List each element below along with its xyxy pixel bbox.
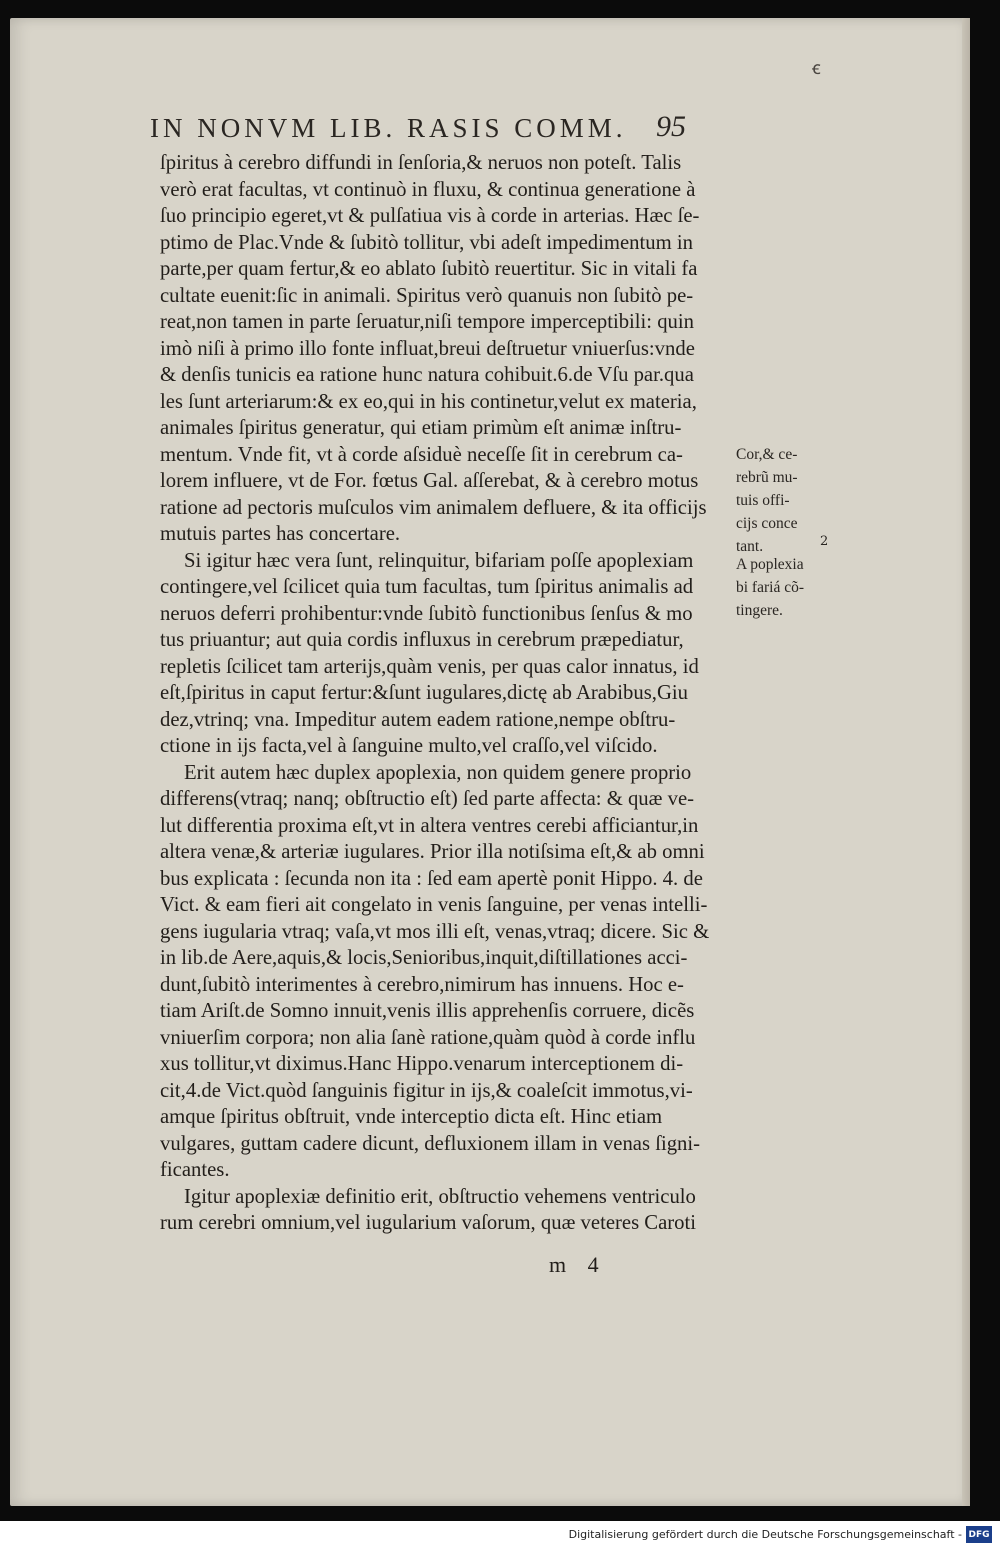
text-line: & denſis tunicis ea ratione hunc natura cohibuit.6.de Vſu par.qua [160, 364, 694, 386]
text-line: bus explicata : ſecunda non ita : ſed eam apertè ponit Hippo. 4. de [160, 867, 703, 890]
text-line: vniuerſim corpora; non alia ſanè ratione,quàm quòd à corde influ [160, 1026, 696, 1049]
margin-note-cor-cerebrum [736, 443, 798, 558]
text-line: amque ſpiritus obſtruit, vnde interceptio dicta eſt. Hinc etiam [160, 1106, 663, 1128]
text-line: tus priuantur; aut quia cordis influxus in cerebrum præpediatur, [160, 629, 684, 651]
text-line: rum cerebri omnium,vel iugularium vaſorum, quæ veteres Caroti [160, 1212, 697, 1234]
text-line: dunt,ſubitò interimentes à cerebro,nimirum has innuens. Hoc e- [160, 973, 684, 996]
margin-note-line: tuis offi- [736, 492, 790, 509]
paragraph-4 [160, 1184, 728, 1237]
main-text [160, 150, 728, 1237]
text-line: gens iugularia vtraq; vaſa,vt mos illi eſt, venas,vtraq; dicere. Sic & [160, 920, 710, 943]
text-line: Erit autem hæc duplex apoplexia, non quidem genere proprio [184, 761, 692, 784]
signature-mark: m 4 [549, 1252, 607, 1277]
text-line: differens(vtraq; nanq; obſtructio eſt) ſed parte affecta: & quæ ve- [160, 788, 695, 810]
text-line: parte,per quam fertur,& eo ablato ſubitò reuertitur. Sic in vitali fa [160, 258, 698, 280]
margin-note-line: bi fariá cõ- [736, 579, 804, 596]
margin-marker: 2 [820, 534, 829, 549]
text-line: animales ſpiritus generatur, qui etiam primùm eſt animæ inſtru- [160, 417, 682, 439]
text-line: mutuis partes has concertare. [160, 523, 401, 545]
text-line: ptimo de Plac.Vnde & ſubitò tollitur, vbi adeſt impedimentum in [160, 231, 693, 254]
text-line: in lib.de Aere,aquis,& locis,Senioribus,inquit,diſtillationes acci- [160, 947, 688, 969]
text-line: imò niſi à primo illo fonte influat,breui deſtruetur vniuerſus:vnde [160, 337, 695, 360]
text-line: xus tollitur,vt diximus.Hanc Hippo.venarum interceptionem di- [160, 1053, 684, 1075]
text-line: tiam Ariſt.de Somno innuit,venis illis apprehenſis corruere, dicẽs [160, 1000, 695, 1022]
text-line: altera venæ,& arteriæ iugulares. Prior illa notiſsima eſt,& ab omni [160, 841, 705, 863]
margin-note-line: cijs conce [736, 515, 798, 532]
margin-note-line: tant. [736, 538, 764, 555]
text-line: verò erat facultas, vt continuò in fluxu, & continua generatione à [160, 178, 696, 201]
text-line: cit,4.de Vict.quòd ſanguinis figitur in ijs,& coaleſcit immotus,vi- [160, 1079, 693, 1102]
text-line: les ſunt arteriarum:& ex eo,qui in his continetur,velut ex materia, [160, 390, 697, 413]
text-line: mentum. Vnde fit, vt à corde aſsiduè neceſſe ſit in cerebrum ca- [160, 443, 683, 466]
folio-number: 95 [656, 110, 686, 143]
text-line: ſuo principio egeret,vt & pulſatiua vis à corde in arterias. Hæc ſe- [160, 205, 700, 227]
text-line: lorem influere, vt de For. fœtus Gal. aſſerebat, & à cerebro motus [160, 470, 699, 492]
text-line: eſt,ſpiritus in caput fertur:&ſunt iugulares,dictę ab Arabibus,Giu [160, 682, 688, 704]
text-line: ſpiritus à cerebro diffundi in ſenſoria,& neruos non poteſt. Talis [160, 152, 682, 174]
running-head: IN NONVM LIB. RASIS COMM. [150, 113, 627, 143]
paragraph-2 [160, 548, 728, 760]
text-line: Vict. & eam fieri ait congelato in venis ſanguine, per venas intelli- [160, 894, 708, 916]
footer-credit: Digitalisierung gefördert durch die Deutsche Forschungsgemeinschaft - [568, 1528, 962, 1541]
text-line: ctione in ijs facta,vel à ſanguine multo,vel craſſo,vel viſcido. [160, 735, 658, 757]
text-line: contingere,vel ſcilicet quia tum facultas, tum ſpiritus animalis ad [160, 576, 694, 598]
text-line: vulgares, guttam cadere dicunt, defluxionem illam in venas ſigni- [160, 1132, 701, 1155]
text-line: lut differentia proxima eſt,vt in altera ventres cerebi afficiantur,in [160, 814, 699, 837]
corner-mark: ꞓ [812, 58, 821, 79]
text-line: reat,non tamen in parte ſeruatur,niſi tempore imperceptibili: quin [160, 311, 694, 333]
text-line: neruos deferri prohibentur:vnde ſubitò functionibus ſenſus & mo [160, 602, 693, 625]
text-line: Si igitur hæc vera ſunt, relinquitur, bifariam poſſe apoplexiam [184, 549, 694, 572]
text-line: ratione ad pectoris muſculos vim animalem defluere, & ita officijs [160, 496, 707, 519]
margin-note-line: Cor,& ce- [736, 446, 798, 463]
text-line: ficantes. [160, 1159, 230, 1181]
text-line: dez,vtrinq; vna. Impeditur autem eadem ratione,nempe obſtru- [160, 708, 676, 731]
text-line: Igitur apoplexiæ definitio erit, obſtructio vehemens ventriculo [184, 1185, 696, 1208]
text-line: repletis ſcilicet tam arterijs,quàm venis, per quas calor innatus, id [160, 655, 699, 678]
margin-note-line: tingere. [736, 602, 783, 619]
paragraph-1 [160, 150, 728, 548]
footer-bar [0, 1521, 1000, 1551]
margin-note-apoplexia [736, 553, 804, 622]
dfg-logo-icon: DFG [966, 1526, 992, 1543]
text-line: cultate euenit:ſic in animali. Spiritus verò quanuis non ſubitò pe- [160, 284, 694, 307]
margin-note-line: A poplexia [736, 556, 804, 573]
page-edge [962, 18, 970, 1506]
paragraph-3 [160, 760, 728, 1184]
margin-note-line: rebrũ mu- [736, 469, 798, 486]
